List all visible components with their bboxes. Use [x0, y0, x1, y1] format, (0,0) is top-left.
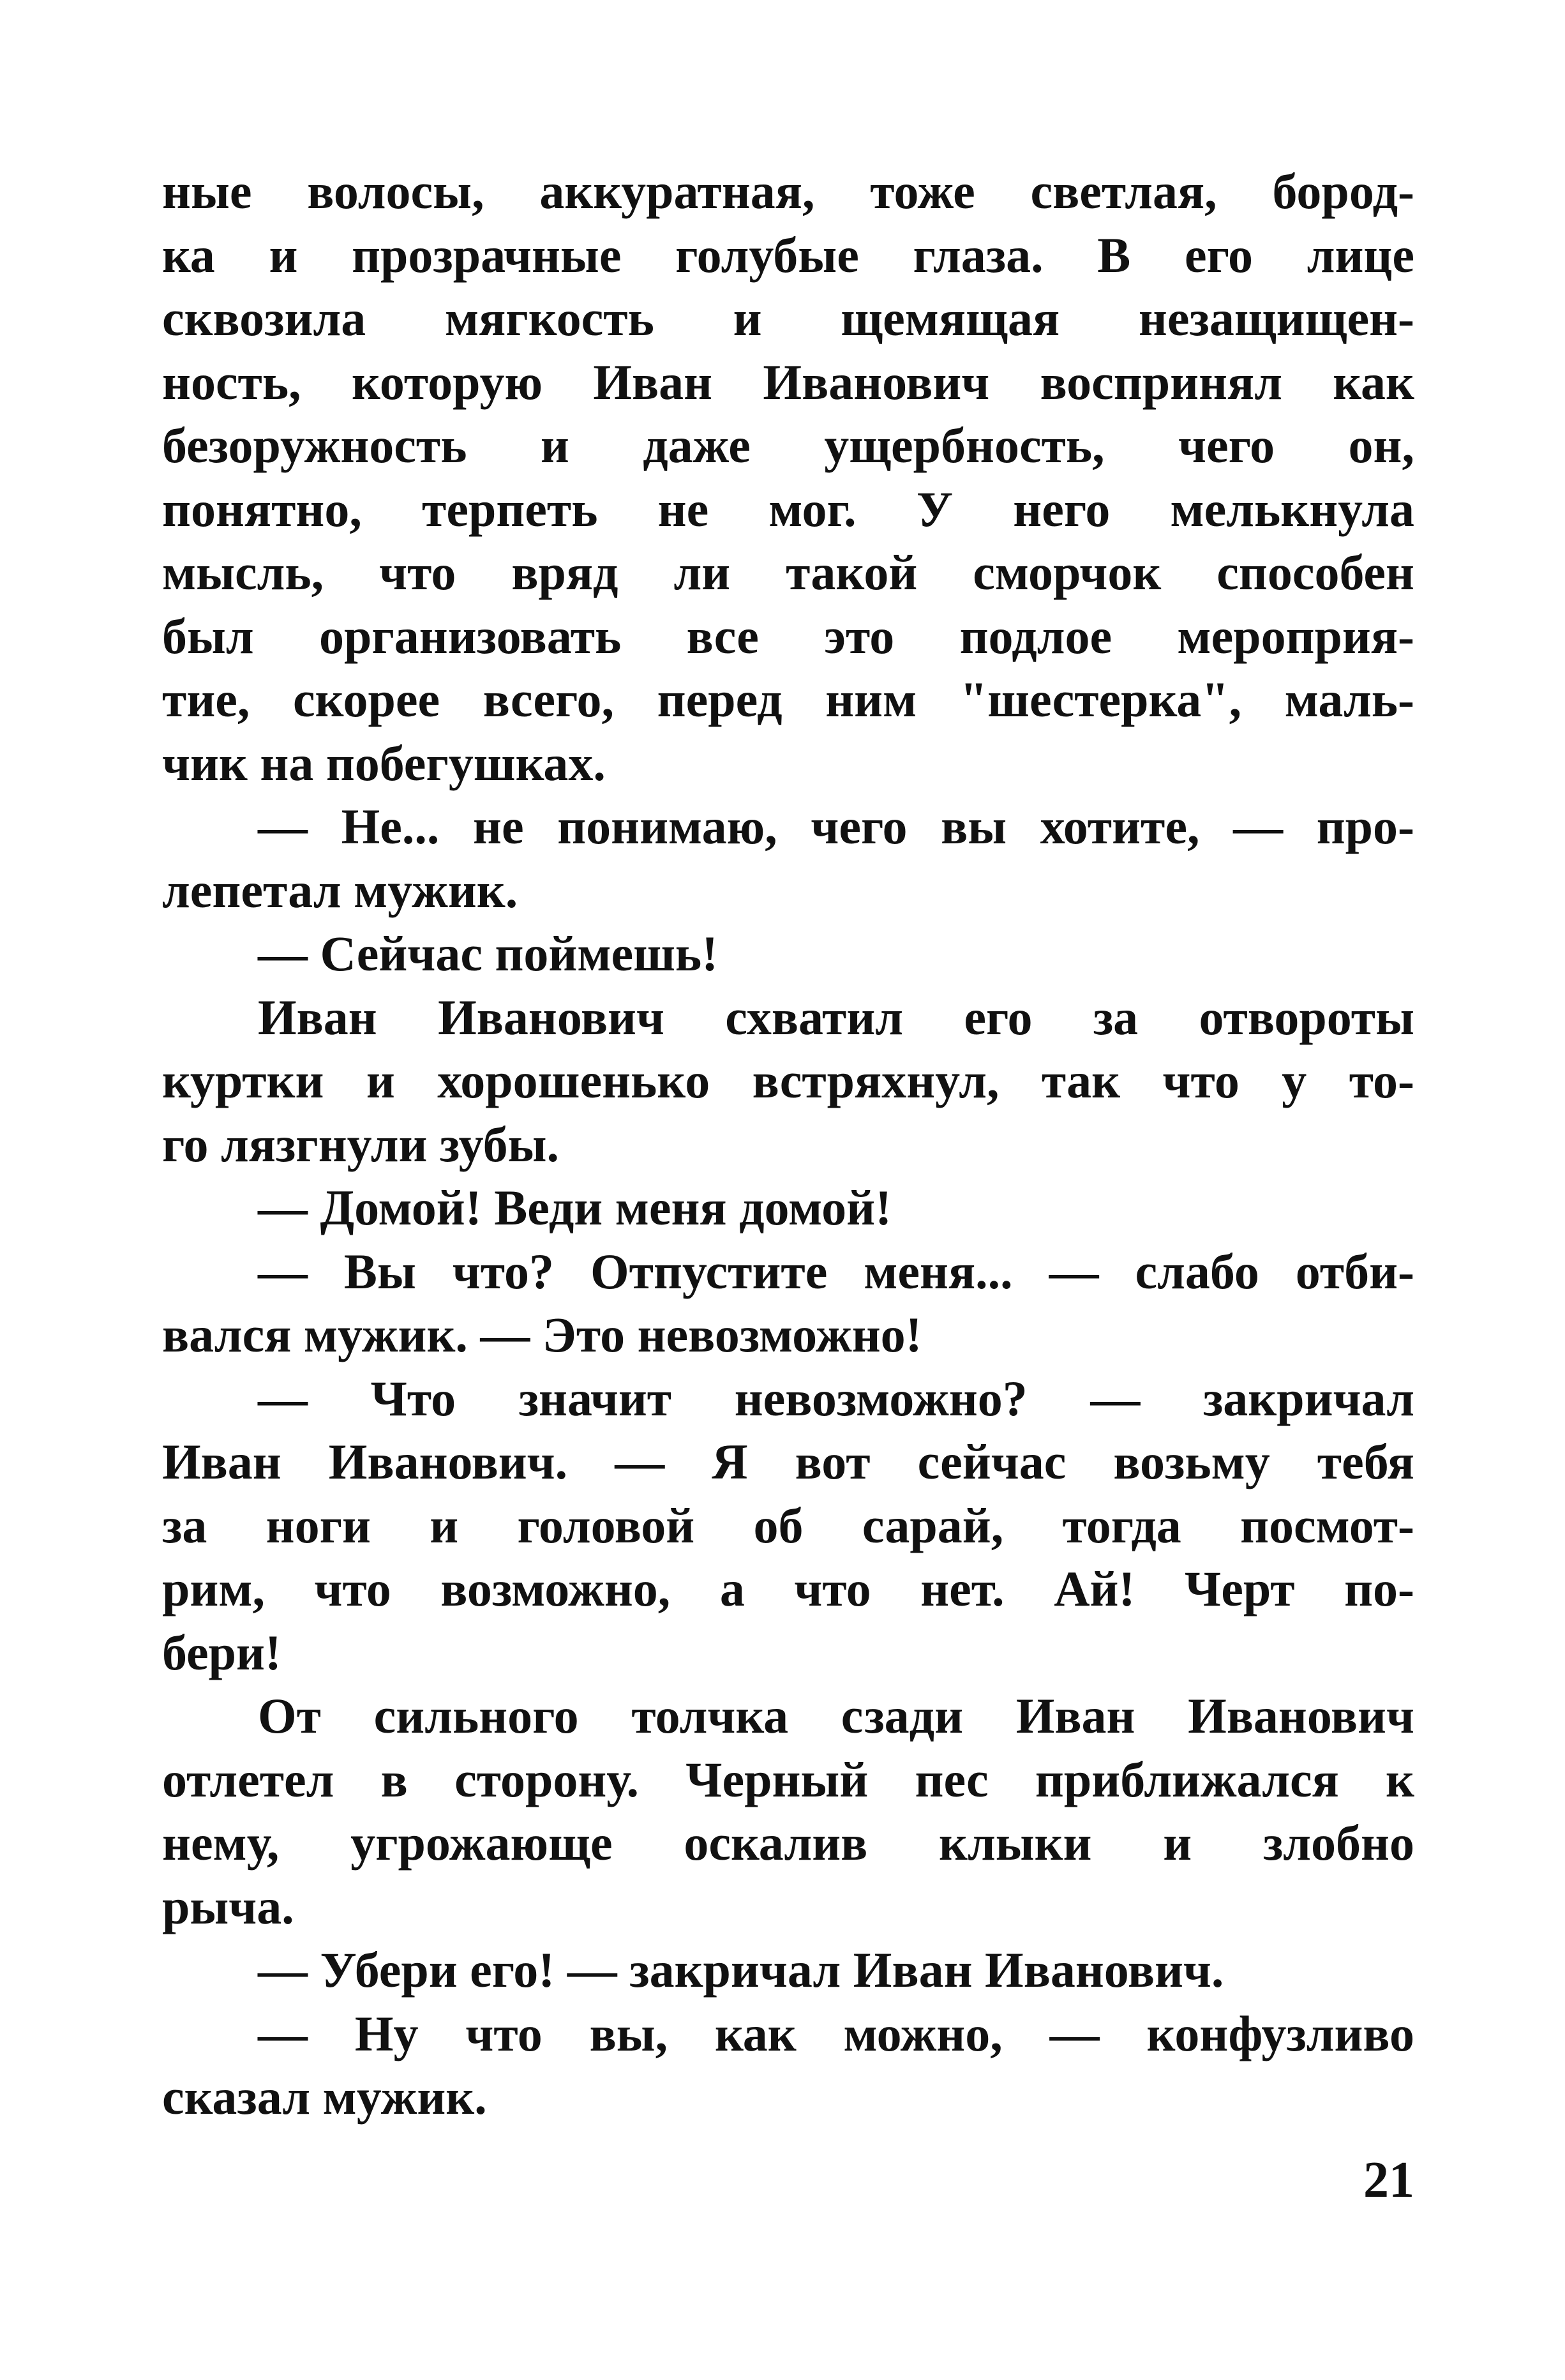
- text-line: — Ну что вы, как можно, — конфузливо: [258, 2005, 1414, 2061]
- page-number: 21: [1363, 2152, 1414, 2208]
- text-line: сквозила мягкость и щемящая незащищен-: [162, 290, 1414, 346]
- text-line: — Не... не понимаю, чего вы хотите, — про-: [258, 799, 1414, 854]
- text-line: От сильного толчка сзади Иван Иванович: [258, 1688, 1414, 1744]
- text-line: ные волосы, аккуратная, тоже светлая, бород-: [162, 163, 1414, 219]
- text-line: — Сейчас поймешь!: [258, 926, 719, 981]
- text-line: тие, скорее всего, перед ним "шестерка", маль-: [162, 672, 1414, 727]
- text-line: нему, угрожающе оскалив клыки и злобно: [162, 1815, 1414, 1871]
- text-line: чик на побегушках.: [162, 735, 606, 791]
- text-line: рыча.: [162, 1878, 294, 1934]
- text-line: Иван Иванович схватил его за отвороты: [258, 989, 1414, 1045]
- text-line: сказал мужик.: [162, 2069, 487, 2125]
- text-line: ность, которую Иван Иванович воспринял как: [162, 354, 1414, 410]
- text-line: ка и прозрачные голубые глаза. В его лице: [162, 227, 1414, 283]
- text-line: лепетал мужик.: [162, 862, 518, 918]
- text-line: вался мужик. — Это невозможно!: [162, 1307, 922, 1362]
- text-line: понятно, терпеть не мог. У него мелькнула: [162, 481, 1414, 537]
- text-line: мысль, что вряд ли такой сморчок способен: [162, 545, 1414, 600]
- text-line: безоружность и даже ущербность, чего он,: [162, 418, 1414, 473]
- text-line: рим, что возможно, а что нет. Ай! Черт по-: [162, 1561, 1414, 1616]
- text-line: — Убери его! — закричал Иван Иванович.: [258, 1942, 1224, 1998]
- text-line: — Вы что? Отпустите меня... — слабо отби-: [258, 1243, 1414, 1299]
- text-line: бери!: [162, 1624, 281, 1680]
- text-line: был организовать все это подлое мероприя-: [162, 608, 1414, 664]
- text-line: — Что значит невозможно? — закричал: [258, 1370, 1414, 1426]
- body-text: [162, 160, 1414, 2129]
- text-line: куртки и хорошенько встряхнул, так что у то-: [162, 1053, 1414, 1108]
- text-line: — Домой! Веди меня домой!: [258, 1180, 892, 1235]
- text-line: го лязгнули зубы.: [162, 1116, 559, 1172]
- text-line: отлетел в сторону. Черный пес приближался к: [162, 1751, 1414, 1807]
- text-line: Иван Иванович. — Я вот сейчас возьму тебя: [162, 1434, 1414, 1489]
- text-line: за ноги и головой об сарай, тогда посмот-: [162, 1497, 1414, 1553]
